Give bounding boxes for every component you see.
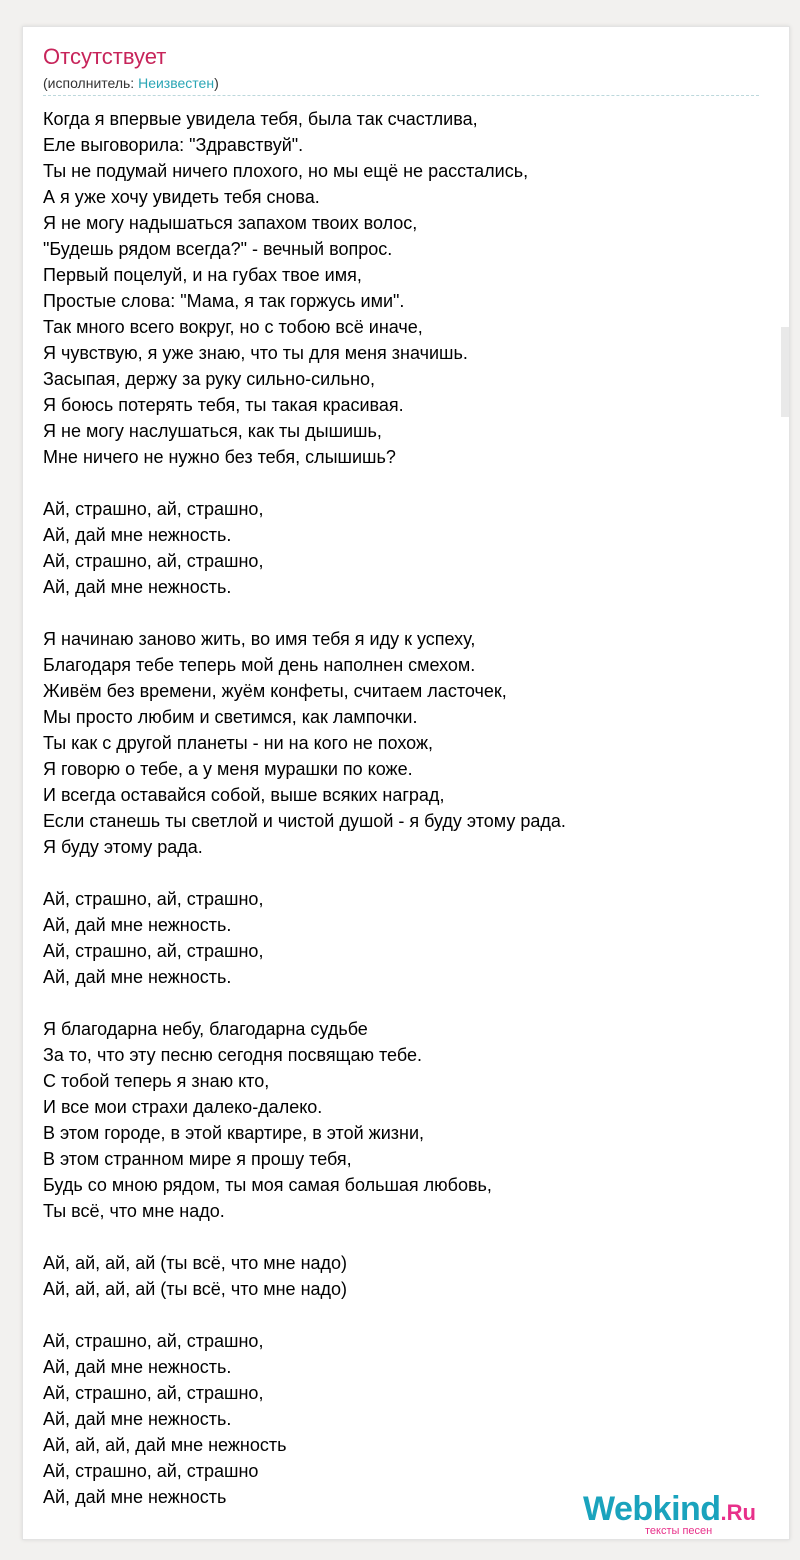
- lyric-line: Засыпая, держу за руку сильно-сильно,: [43, 369, 376, 389]
- lyric-line: Благодаря тебе теперь мой день наполнен смехом.: [43, 655, 476, 675]
- lyric-line: Ай, страшно, ай, страшно,: [43, 1383, 264, 1403]
- lyrics-stanza: [43, 106, 773, 470]
- lyric-line: Первый поцелуй, и на губах твое имя,: [43, 265, 362, 285]
- title-divider: [43, 95, 759, 96]
- site-logo[interactable]: [583, 1489, 783, 1539]
- lyric-line: Так много всего вокруг, но с тобою всё иначе,: [43, 317, 423, 337]
- lyric-line: Когда я впервые увидела тебя, была так счастлива,: [43, 109, 478, 129]
- lyric-line: Ай, страшно, ай, страшно,: [43, 499, 264, 519]
- lyrics-stanza: [43, 1250, 773, 1302]
- song-title: Отсутствует: [43, 44, 167, 69]
- lyrics-stanza: [43, 1328, 773, 1510]
- lyric-line: Еле выговорила: "Здравствуй".: [43, 135, 304, 155]
- scrollbar[interactable]: [781, 327, 789, 417]
- lyric-line: И все мои страхи далеко-далеко.: [43, 1097, 323, 1117]
- lyric-line: Ай, дай мне нежность.: [43, 577, 232, 597]
- lyric-line: Я не могу надышаться запахом твоих волос,: [43, 213, 418, 233]
- lyric-line: Ай, дай мне нежность.: [43, 1357, 232, 1377]
- lyric-line: В этом странном мире я прошу тебя,: [43, 1149, 352, 1169]
- lyric-line: В этом городе, в этой квартире, в этой жизни,: [43, 1123, 424, 1143]
- lyric-line: Ай, дай мне нежность: [43, 1487, 227, 1507]
- lyric-line: Мне ничего не нужно без тебя, слышишь?: [43, 447, 396, 467]
- lyric-line: Мы просто любим и светимся, как лампочки.: [43, 707, 418, 727]
- lyrics-stanza: [43, 496, 773, 600]
- lyric-line: А я уже хочу увидеть тебя снова.: [43, 187, 320, 207]
- lyric-line: Ай, дай мне нежность.: [43, 915, 232, 935]
- lyrics-stanza: [43, 626, 773, 860]
- artist-prefix: (исполнитель:: [43, 75, 139, 91]
- lyric-line: Ай, страшно, ай, страшно: [43, 1461, 259, 1481]
- lyric-line: За то, что эту песню сегодня посвящаю тебе.: [43, 1045, 422, 1065]
- lyric-line: Живём без времени, жуём конфеты, считаем ласточек,: [43, 681, 507, 701]
- lyric-line: И всегда оставайся собой, выше всяких наград,: [43, 785, 445, 805]
- lyric-line: Ты всё, что мне надо.: [43, 1201, 225, 1221]
- lyric-line: Я боюсь потерять тебя, ты такая красивая.: [43, 395, 404, 415]
- lyric-line: Я чувствую, я уже знаю, что ты для меня значишь.: [43, 343, 468, 363]
- lyrics-text: [43, 106, 773, 1510]
- lyric-line: Ай, ай, ай, дай мне нежность: [43, 1435, 287, 1455]
- logo-main-text: Webkind: [583, 1490, 721, 1528]
- artist-link[interactable]: Неизвестен: [138, 75, 215, 91]
- lyric-line: С тобой теперь я знаю кто,: [43, 1071, 270, 1091]
- lyric-line: Будь со мною рядом, ты моя самая большая любовь,: [43, 1175, 492, 1195]
- lyric-line: Я буду этому рада.: [43, 837, 203, 857]
- lyric-line: Ты не подумай ничего плохого, но мы ещё не расстались,: [43, 161, 529, 181]
- lyric-line: Ай, ай, ай, ай (ты всё, что мне надо): [43, 1279, 348, 1299]
- lyrics-page: [22, 26, 790, 1540]
- lyric-line: Простые слова: "Мама, я так горжусь ими".: [43, 291, 405, 311]
- lyric-line: Я не могу наслушаться, как ты дышишь,: [43, 421, 382, 441]
- lyrics-stanza: [43, 1016, 773, 1224]
- artist-line: [43, 74, 219, 92]
- lyric-line: Ай, дай мне нежность.: [43, 967, 232, 987]
- lyric-line: "Будешь рядом всегда?" - вечный вопрос.: [43, 239, 393, 259]
- lyric-line: Ай, дай мне нежность.: [43, 525, 232, 545]
- lyric-line: Если станешь ты светлой и чистой душой - я буду этому рада.: [43, 811, 566, 831]
- lyric-line: Я начинаю заново жить, во имя тебя я иду к успеху,: [43, 629, 476, 649]
- lyric-line: Ай, страшно, ай, страшно,: [43, 551, 264, 571]
- lyrics-stanza: [43, 886, 773, 990]
- lyric-line: Ай, страшно, ай, страшно,: [43, 941, 264, 961]
- lyric-line: Ай, ай, ай, ай (ты всё, что мне надо): [43, 1253, 348, 1273]
- logo-suffix: .Ru: [720, 1500, 756, 1525]
- lyric-line: Ай, страшно, ай, страшно,: [43, 889, 264, 909]
- lyric-line: Ай, страшно, ай, страшно,: [43, 1331, 264, 1351]
- lyric-line: Я говорю о тебе, а у меня мурашки по коже.: [43, 759, 413, 779]
- lyric-line: Ай, дай мне нежность.: [43, 1409, 232, 1429]
- lyric-line: Ты как с другой планеты - ни на кого не похож,: [43, 733, 434, 753]
- logo-tagline: тексты песен: [645, 1525, 713, 1537]
- lyric-line: Я благодарна небу, благодарна судьбе: [43, 1019, 368, 1039]
- artist-suffix: ): [214, 75, 219, 91]
